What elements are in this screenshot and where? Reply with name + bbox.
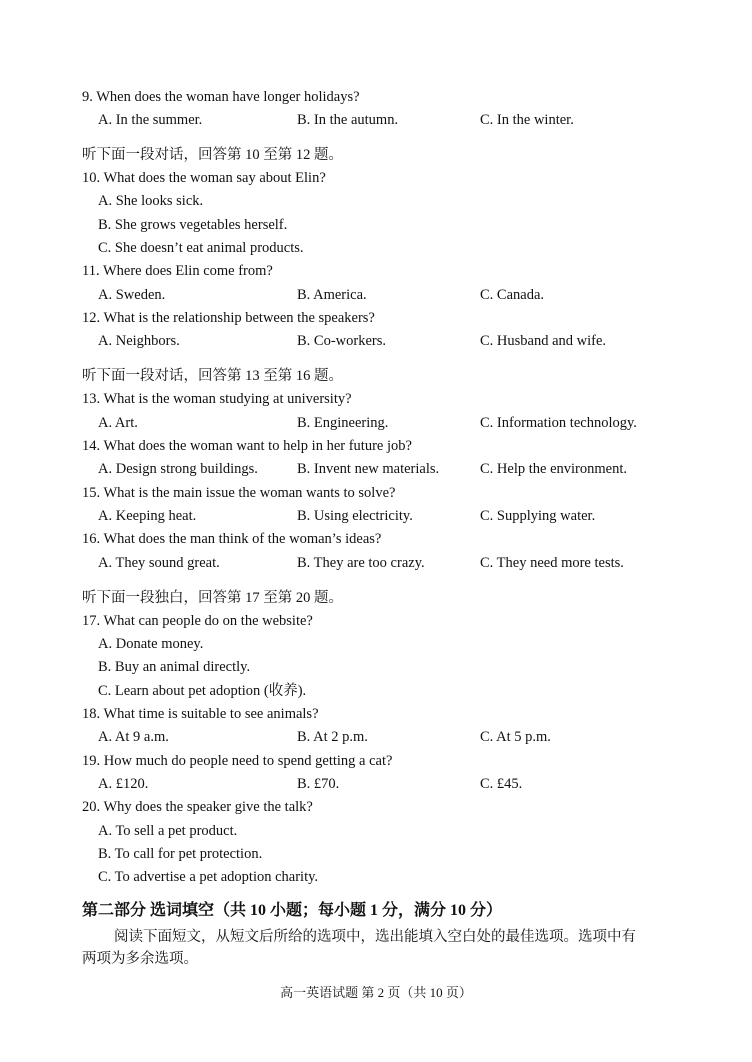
part2-instruction-line2: 两项为多余选项。: [82, 951, 198, 967]
part2-instruction-line1: 阅读下面短文，从短文后所给的选项中，选出能填入空白处的最佳选项。选项中有: [114, 929, 636, 945]
option-11b: B. America.: [297, 287, 367, 303]
question-12: 12. What is the relationship between the speakers?: [82, 310, 375, 326]
option-16a: A. They sound great.: [98, 555, 220, 571]
option-14b: B. Invent new materials.: [297, 461, 440, 477]
question-17: 17. What can people do on the website?: [82, 613, 313, 629]
option-13b: B. Engineering.: [297, 415, 389, 431]
option-14c: C. Help the environment.: [480, 461, 627, 477]
part2-title: 第二部分 选词填空（共 10 小题；每小题 1 分，满分 10 分）: [82, 902, 503, 919]
option-12b: B. Co-workers.: [297, 333, 387, 349]
section-heading-13-16: 听下面一段对话，回答第 13 至第 16 题。: [82, 368, 343, 384]
option-12a: A. Neighbors.: [98, 333, 180, 349]
option-13c: C. Information technology.: [480, 415, 637, 431]
option-17c: C. Learn about pet adoption (收养).: [98, 683, 307, 699]
option-20c: C. To advertise a pet adoption charity.: [98, 869, 319, 885]
option-10a: A. She looks sick.: [98, 193, 204, 209]
option-16b: B. They are too crazy.: [297, 555, 425, 571]
option-20b: B. To call for pet protection.: [98, 846, 263, 862]
section-heading-10-12: 听下面一段对话，回答第 10 至第 12 题。: [82, 147, 343, 163]
option-19a: A. £120.: [98, 776, 149, 792]
question-20: 20. Why does the speaker give the talk?: [82, 799, 313, 815]
question-14: 14. What does the woman want to help in her future job?: [82, 438, 412, 454]
option-18c: C. At 5 p.m.: [480, 729, 551, 745]
option-20a: A. To sell a pet product.: [98, 823, 238, 839]
question-11: 11. Where does Elin come from?: [82, 263, 273, 279]
option-15a: A. Keeping heat.: [98, 508, 197, 524]
option-12c: C. Husband and wife.: [480, 333, 607, 349]
option-13a: A. Art.: [98, 415, 138, 431]
option-19b: B. £70.: [297, 776, 340, 792]
option-9a: A. In the summer.: [98, 112, 203, 128]
option-15b: B. Using electricity.: [297, 508, 413, 524]
option-17a: A. Donate money.: [98, 636, 204, 652]
option-10b: B. She grows vegetables herself.: [98, 217, 288, 233]
question-13: 13. What is the woman studying at university?: [82, 391, 352, 407]
option-16c: C. They need more tests.: [480, 555, 624, 571]
option-15c: C. Supplying water.: [480, 508, 596, 524]
question-16: 16. What does the man think of the woman’s ideas?: [82, 531, 382, 547]
option-11a: A. Sweden.: [98, 287, 166, 303]
question-19: 19. How much do people need to spend getting a cat?: [82, 753, 393, 769]
page-footer: 高一英语试题 第 2 页（共 10 页）: [280, 985, 472, 1000]
question-15: 15. What is the main issue the woman wants to solve?: [82, 485, 396, 501]
question-18: 18. What time is suitable to see animals?: [82, 706, 319, 722]
option-9c: C. In the winter.: [480, 112, 574, 128]
option-11c: C. Canada.: [480, 287, 545, 303]
option-14a: A. Design strong buildings.: [98, 461, 258, 477]
option-19c: C. £45.: [480, 776, 523, 792]
section-heading-17-20: 听下面一段独白，回答第 17 至第 20 题。: [82, 590, 343, 606]
question-10: 10. What does the woman say about Elin?: [82, 170, 326, 186]
option-18b: B. At 2 p.m.: [297, 729, 368, 745]
option-17b: B. Buy an animal directly.: [98, 659, 251, 675]
question-9: 9. When does the woman have longer holidays?: [82, 89, 360, 105]
option-9b: B. In the autumn.: [297, 112, 399, 128]
option-10c: C. She doesn’t eat animal products.: [98, 240, 304, 256]
option-18a: A. At 9 a.m.: [98, 729, 169, 745]
